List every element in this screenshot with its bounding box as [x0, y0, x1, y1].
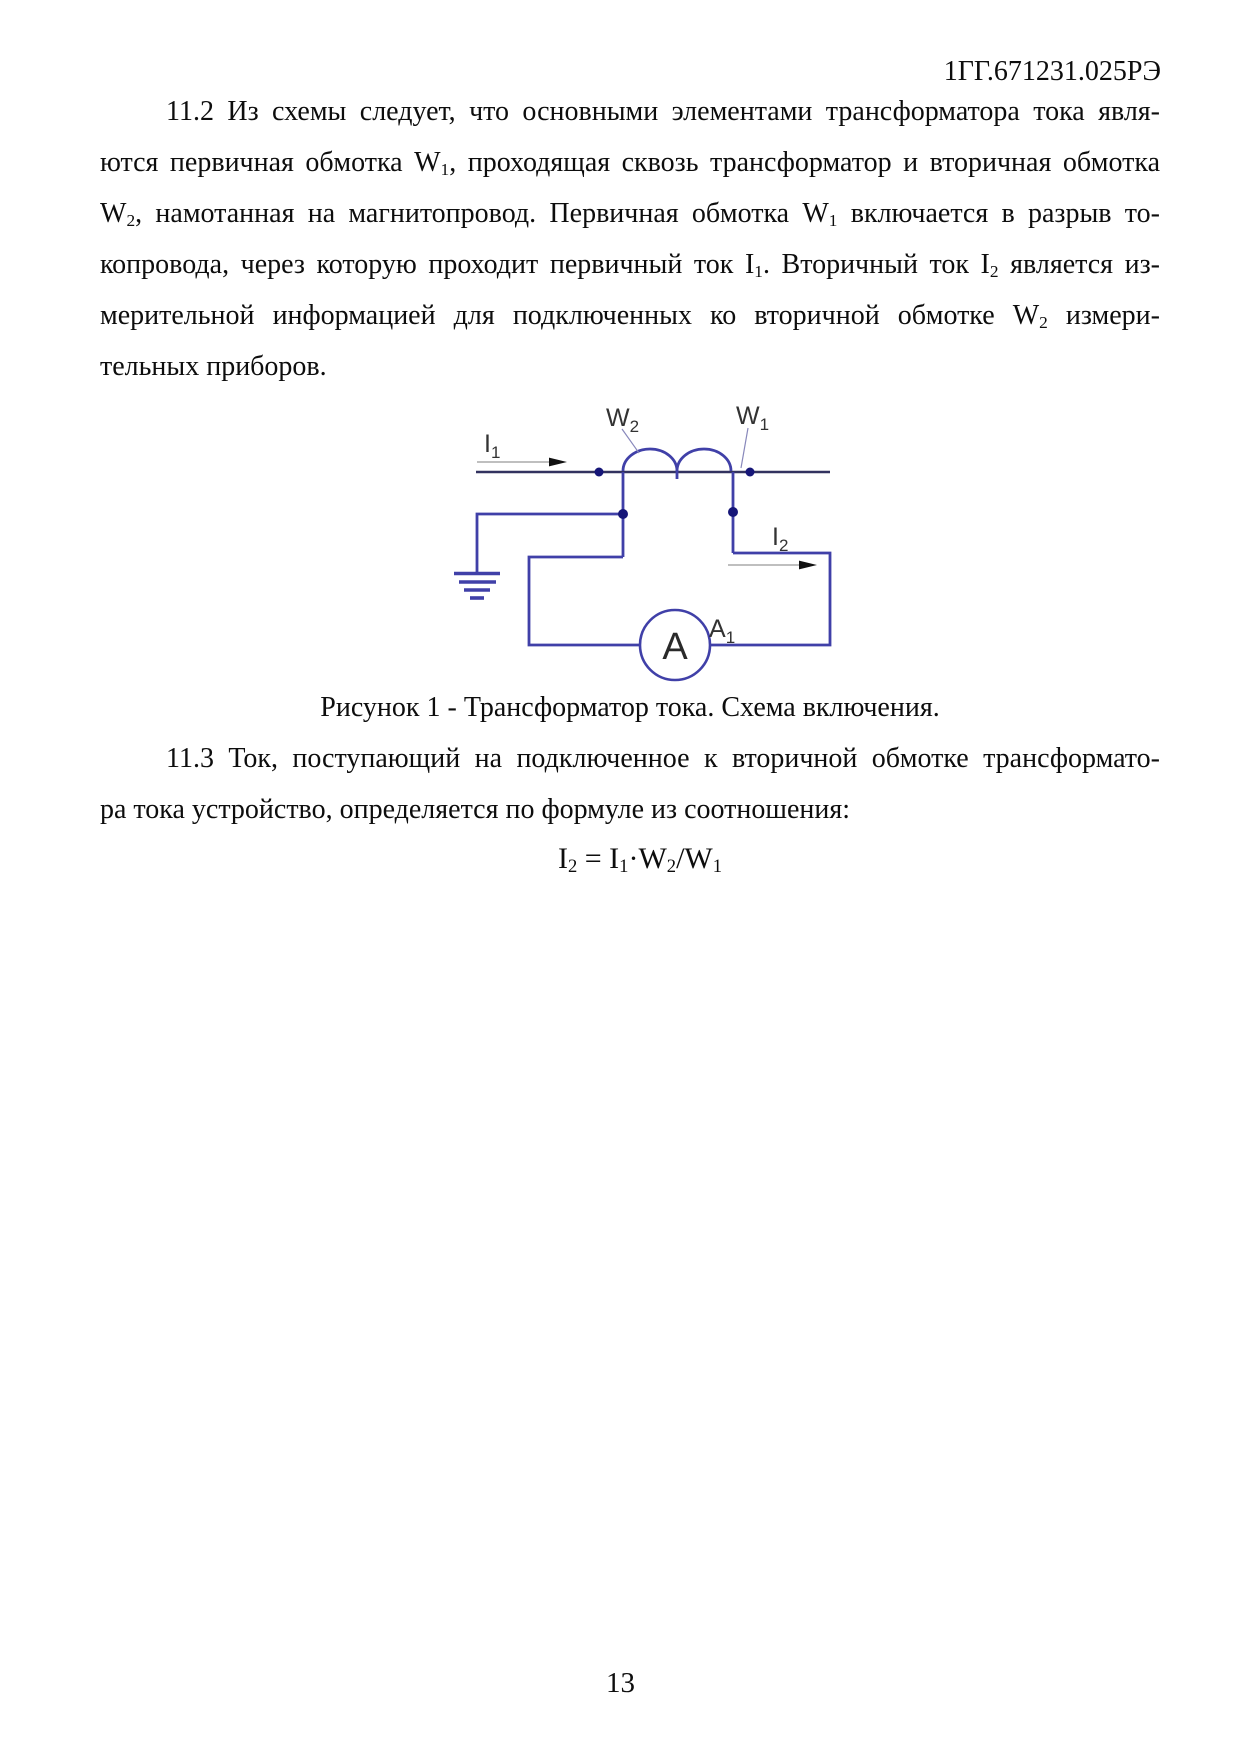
w1-label: $W_1$ — [736, 402, 770, 434]
subscript: 2 — [666, 856, 677, 878]
text-line: $W_2$, намотанная на магнитопровод. Первичная обмотка $W_1$ включается в разрыв то- — [100, 198, 1160, 230]
w1-leader-line — [741, 428, 748, 468]
text-line: 11.2 Из схемы следует, что основными элементами трансформатора тока явля- — [166, 96, 1160, 127]
text-line: 11.3 Ток, поступающий на подключенное к вторичной обмотке трансформато- — [166, 743, 1160, 774]
ground-icon — [454, 574, 500, 599]
text-line: ются первичная обмотка $W_1$, проходящая сквозь трансформатор и вторичная обмотка — [100, 147, 1160, 179]
text-line: тельных приборов. — [100, 351, 327, 382]
subscript: 2 — [1039, 312, 1048, 332]
ammeter-left-wire — [529, 557, 641, 645]
figure-caption: Рисунок 1 - Трансформатор тока. Схема включения. — [320, 692, 940, 723]
i1-label: $I_1$ — [484, 430, 501, 462]
junction-dot — [728, 507, 738, 517]
a1-label: $A_1$ — [709, 615, 736, 647]
paragraph-11-3 — [100, 733, 1160, 835]
i1-arrow-head-icon — [549, 458, 567, 467]
subscript: 1 — [619, 856, 629, 878]
subscript: 1 — [712, 856, 723, 878]
subscript: 1 — [440, 159, 450, 179]
i2-label: $I_2$ — [772, 523, 789, 555]
subscript: 2 — [567, 856, 578, 878]
i2-arrow-head-icon — [799, 561, 817, 570]
w2-label: $W_2$ — [606, 404, 640, 436]
junction-dot — [618, 509, 628, 519]
text-line: мерительной информацией для подключенных ко вторичной обмотке $W_2$ измери- — [100, 300, 1160, 332]
junction-dot — [746, 468, 755, 477]
figure-diagram — [440, 396, 850, 688]
subscript: 2 — [989, 261, 999, 281]
subscript: 1 — [754, 261, 763, 281]
junction-dot — [595, 468, 604, 477]
ammeter-letter: A — [662, 626, 688, 668]
document-code: 1ГГ.671231.025РЭ — [943, 56, 1161, 87]
ground-branch-wire — [477, 514, 623, 572]
text-line: копровода, через которую проходит первичный ток $I_1$. Вторичный ток $I_2$ является из- — [100, 249, 1161, 281]
text-line: ра тока устройство, определяется по формуле из соотношения: — [100, 794, 850, 825]
paragraph-11-2 — [100, 86, 1160, 392]
page-number: 13 — [606, 1667, 635, 1699]
formula: $I_2 = I_1\cdot W_2/W_1$ — [557, 842, 723, 878]
subscript: 2 — [126, 210, 136, 230]
subscript: 1 — [828, 210, 838, 230]
